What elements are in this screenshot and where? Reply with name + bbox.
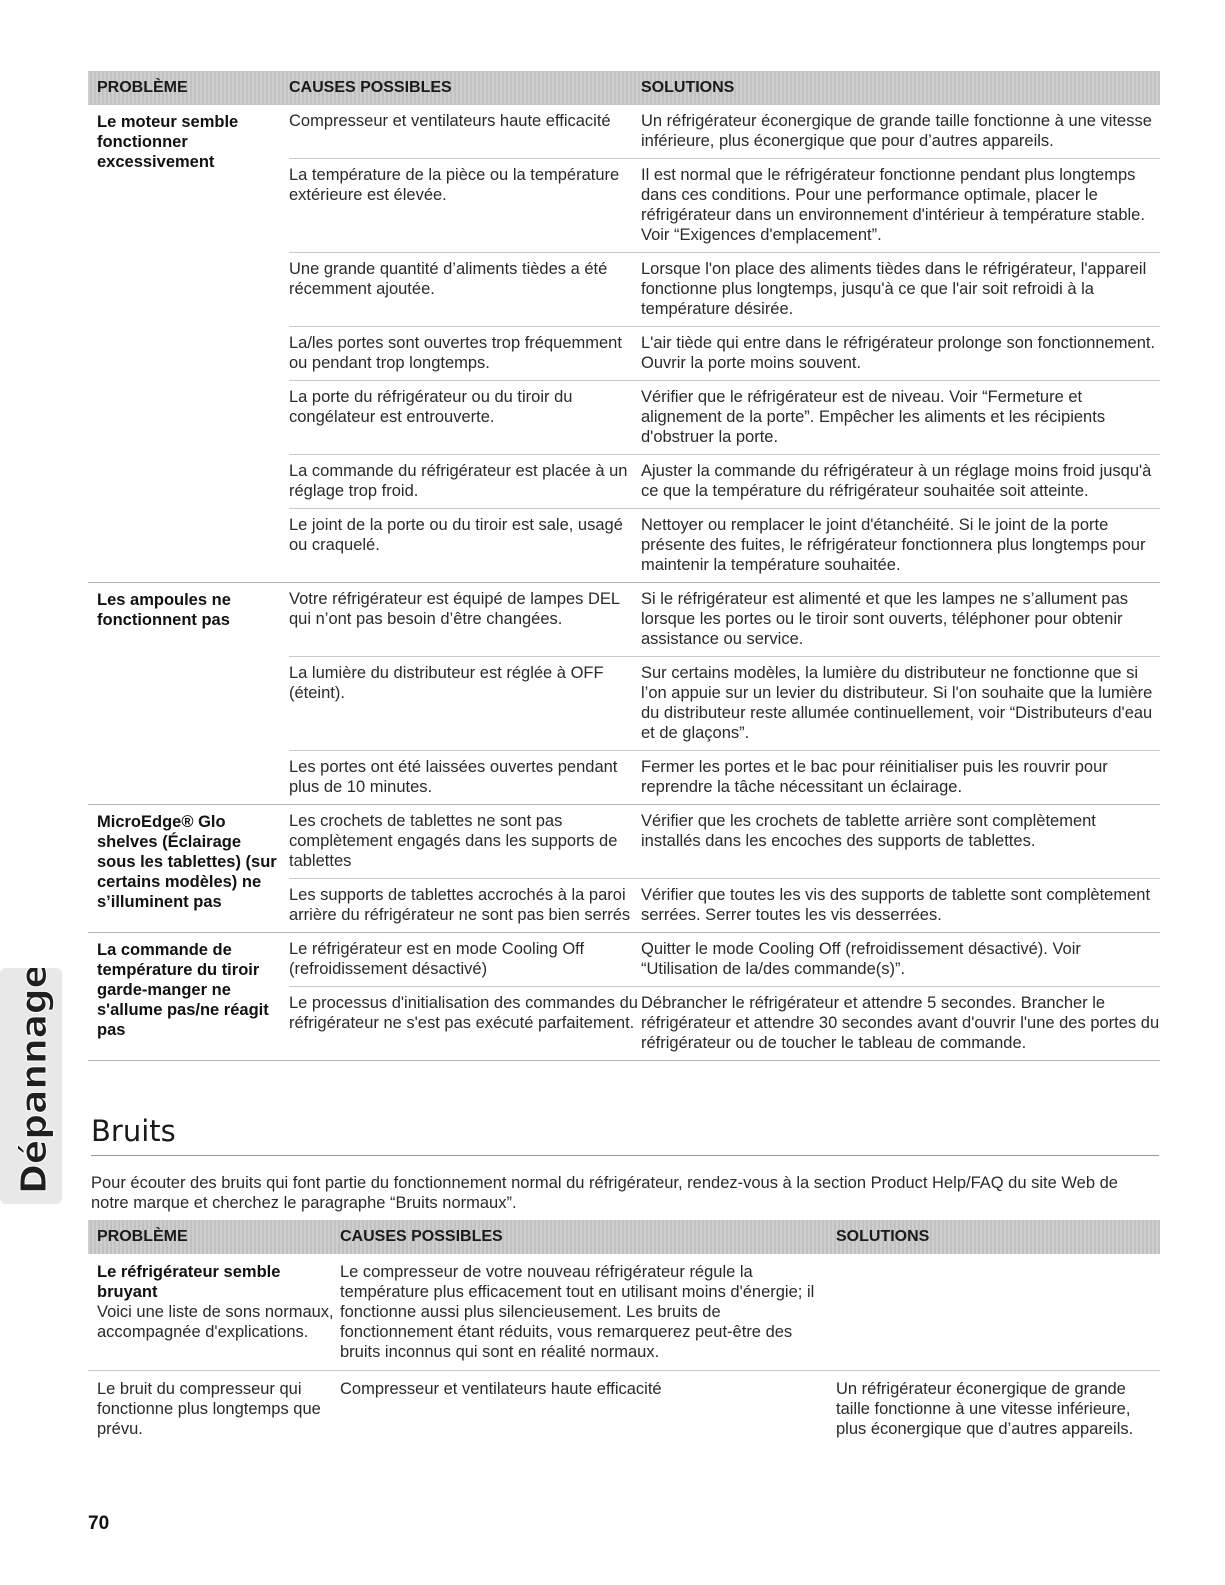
table-row xyxy=(289,327,1160,381)
solution-cell: Ajuster la commande du réfrigérateur à un réglage moins froid jusqu'à ce que la température du réfrigérateur souhaitée soit atteinte. xyxy=(641,462,1152,500)
problem-title: Le réfrigérateur semble bruyant xyxy=(97,1263,281,1301)
cause-cell: Le compresseur de votre nouveau réfrigérateur régule la température plus efficacement tout en utilisant moins d'énergie; il fonctionne aussi plus silencieusement. Les bruits de fonctionnement étant réduits, vous remarquerez peut-être des bruits inconnus qui sont en réalité normaux. xyxy=(340,1263,815,1361)
problem-cell xyxy=(88,1379,340,1439)
table-row xyxy=(88,1371,1160,1447)
solution-cell: L'air tiède qui entre dans le réfrigérateur prolonge son fonctionnement. Ouvrir la porte moins souvent. xyxy=(641,334,1156,372)
problem-label: La commande de température du tiroir garde-manger ne s'allume pas/ne réagit pas xyxy=(97,941,269,1039)
table-row xyxy=(289,253,1160,327)
header-solutions: SOLUTIONS xyxy=(641,79,735,96)
cause-cell: La commande du réfrigérateur est placée à un réglage trop froid. xyxy=(289,462,628,500)
solution-cell: Si le réfrigérateur est alimenté et que les lampes ne s’allument pas lorsque les portes ou le tiroir sont ouverts, téléphoner pour obtenir assistance ou service. xyxy=(641,590,1128,648)
table-row xyxy=(289,751,1160,804)
problem-label: Le moteur semble fonctionner excessivement xyxy=(97,113,239,171)
cause-cell: Votre réfrigérateur est équipé de lampes DEL qui n’ont pas besoin d’être changées. xyxy=(289,590,620,628)
solution-cell: Il est normal que le réfrigérateur fonctionne pendant plus longtemps dans ces conditions. Pour une performance optimale, placer le réfrigérateur dans un environnement d'intérieur à température stable. Voir “Exigences d'emplacement”. xyxy=(641,166,1145,244)
problem-note: Le bruit du compresseur qui fonctionne plus longtemps que prévu. xyxy=(97,1380,321,1438)
table-row xyxy=(289,105,1160,159)
problem-group xyxy=(88,805,1160,933)
table-row xyxy=(289,381,1160,455)
table-row xyxy=(289,879,1160,932)
table-row xyxy=(289,805,1160,879)
side-tab-graphic xyxy=(0,968,62,1204)
header-probleme: PROBLÈME xyxy=(97,1228,188,1245)
noise-table xyxy=(88,1220,1160,1447)
table-header xyxy=(88,71,1160,105)
section-divider xyxy=(91,1155,1159,1156)
solution-cell: Un réfrigérateur éconergique de grande taille fonctionne à une vitesse inférieure, plus éconergique que pour d’autres appareils. xyxy=(641,112,1152,150)
table-row xyxy=(289,509,1160,582)
problem-label: Les ampoules ne fonctionnent pas xyxy=(97,591,231,629)
cause-cell: Une grande quantité d’aliments tièdes a été récemment ajoutée. xyxy=(289,260,608,298)
cause-cell: Le processus d'initialisation des commandes du réfrigérateur ne s'est pas exécuté parfaitement. xyxy=(289,994,638,1032)
table-row xyxy=(289,933,1160,987)
solution-cell: Sur certains modèles, la lumière du distributeur ne fonctionne que si l’on appuie sur un levier du distributeur. Si l'on souhaite que la lumière du distributeur reste allumée continuellement, voir “Distributeurs d'eau et de glaçons”. xyxy=(641,664,1153,742)
header-probleme: PROBLÈME xyxy=(97,79,188,96)
table-row xyxy=(289,657,1160,751)
header-causes: CAUSES POSSIBLES xyxy=(340,1228,503,1245)
header-solutions: SOLUTIONS xyxy=(836,1228,930,1245)
cause-cell: La température de la pièce ou la température extérieure est élevée. xyxy=(289,166,620,204)
table-row xyxy=(289,583,1160,657)
header-causes: CAUSES POSSIBLES xyxy=(289,79,452,96)
cause-cell: Les supports de tablettes accrochés à la paroi arrière du réfrigérateur ne sont pas bien serrés xyxy=(289,886,631,924)
solution-cell: Quitter le mode Cooling Off (refroidissement désactivé). Voir “Utilisation de la/des commande(s)”. xyxy=(641,940,1081,978)
solution-cell: Nettoyer ou remplacer le joint d'étanchéité. Si le joint de la porte présente des fuites, le réfrigérateur fonctionnera plus longtemps pour maintenir la température souhaitée. xyxy=(641,516,1146,574)
problem-group xyxy=(88,583,1160,805)
cause-cell: Compresseur et ventilateurs haute efficacité xyxy=(289,112,611,130)
table-row xyxy=(289,987,1160,1060)
solution-cell: Fermer les portes et le bac pour réinitialiser puis les rouvrir pour reprendre la tâche nécessitant un éclairage. xyxy=(641,758,1108,796)
section-side-tab xyxy=(0,968,62,1204)
table-row xyxy=(289,159,1160,253)
cause-cell: Le réfrigérateur est en mode Cooling Off (refroidissement désactivé) xyxy=(289,940,585,978)
solution-cell: Vérifier que le réfrigérateur est de niveau. Voir “Fermeture et alignement de la porte”. Empêcher les aliments et les récipients d'obstruer la porte. xyxy=(641,388,1106,446)
cause-cell: Compresseur et ventilateurs haute efficacité xyxy=(340,1380,662,1398)
solution-cell: Lorsque l'on place des aliments tièdes dans le réfrigérateur, l'appareil fonctionne plus longtemps, jusqu'à ce que l'air soit refroidi à la température désirée. xyxy=(641,260,1147,318)
cause-cell: La lumière du distributeur est réglée à OFF (éteint). xyxy=(289,664,604,702)
side-tab-label: Dépannage xyxy=(14,968,55,1194)
problem-note: Voici une liste de sons normaux, accompagnée d'explications. xyxy=(97,1303,334,1341)
solution-cell: Vérifier que toutes les vis des supports de tablette sont complètement serrées. Serrer toutes les vis desserrées. xyxy=(641,886,1151,924)
problem-label: MicroEdge® Glo shelves (Éclairage sous les tablettes) (sur certains modèles) ne s’illuminent pas xyxy=(97,813,277,911)
problem-group xyxy=(88,933,1160,1061)
cause-cell: La porte du réfrigérateur ou du tiroir du congélateur est entrouverte. xyxy=(289,388,573,426)
table-row xyxy=(289,455,1160,509)
problem-cell xyxy=(88,1262,340,1362)
table-row xyxy=(88,1254,1160,1371)
cause-cell: La/les portes sont ouvertes trop fréquemment ou pendant trop longtemps. xyxy=(289,334,622,372)
solution-cell: Débrancher le réfrigérateur et attendre 5 secondes. Brancher le réfrigérateur et attendre 30 secondes avant d'ouvrir l'une des portes du réfrigérateur ou de toucher le tableau de commande. xyxy=(641,994,1160,1052)
cause-cell: Les portes ont été laissées ouvertes pendant plus de 10 minutes. xyxy=(289,758,618,796)
page-number: 70 xyxy=(88,1513,110,1534)
table-header xyxy=(88,1220,1160,1254)
problem-group xyxy=(88,105,1160,583)
cause-cell: Les crochets de tablettes ne sont pas complètement engagés dans les supports de tablettes xyxy=(289,812,618,870)
solution-cell: Un réfrigérateur éconergique de grande taille fonctionne à une vitesse inférieure, plus éconergique que d’autres appareils. xyxy=(836,1380,1134,1438)
section-title: Bruits xyxy=(91,1114,176,1148)
troubleshooting-table xyxy=(88,71,1160,1061)
solution-cell xyxy=(836,1262,1160,1362)
cause-cell: Le joint de la porte ou du tiroir est sale, usagé ou craquelé. xyxy=(289,516,623,554)
section-intro: Pour écouter des bruits qui font partie du fonctionnement normal du réfrigérateur, rendez-vous à la section Product Help/FAQ du site Web de notre marque et cherchez le paragraphe “Bruits normaux”. xyxy=(91,1174,1118,1212)
solution-cell: Vérifier que les crochets de tablette arrière sont complètement installés dans les encoches des supports de tablettes. xyxy=(641,812,1096,850)
